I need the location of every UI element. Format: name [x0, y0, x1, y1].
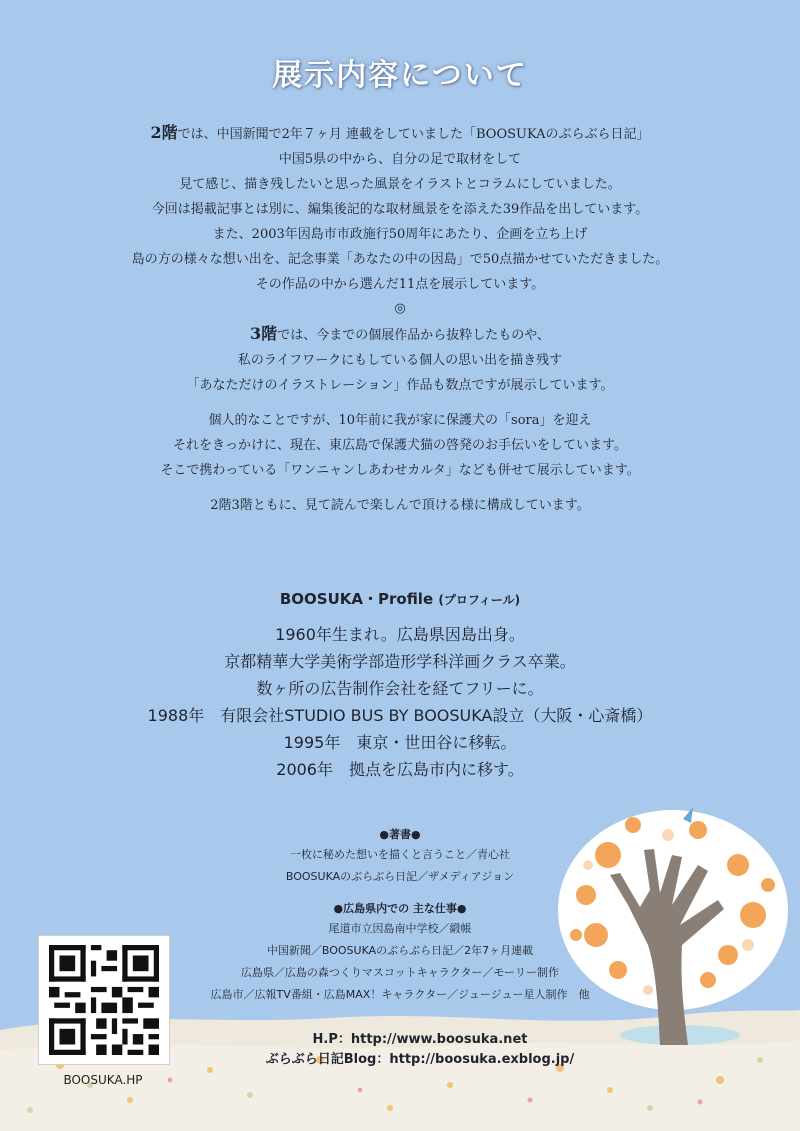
exhibition-description: [0, 120, 800, 518]
intro-line-5: また、2003年因島市市政施行50周年にあたり、企画を立ち上げ: [212, 227, 588, 242]
intro-line-8: 3階では、今までの個展作品から抜粋したものや、: [250, 324, 550, 343]
work-item: 広島市／広報TV番組・広島MAX！キャラクター／ジュージュー星人制作 他: [210, 988, 590, 1001]
blog-link[interactable]: ぶらぶら日記Blog：http://boosuka.exblog.jp/: [265, 1052, 575, 1067]
qr-code-icon: [49, 945, 159, 1055]
qr-code[interactable]: [38, 935, 170, 1065]
profile-line: 数ヶ所の広告制作会社を経てフリーに。: [256, 679, 544, 698]
intro-line-11: 個人的なことですが、10年前に我が家に保護犬の「sora」を迎え: [208, 413, 592, 428]
book-item: 一枚に秘めた想いを描くと言うこと／青心社: [290, 848, 510, 861]
profile-section: [0, 588, 800, 783]
intro-line-1: 2階では、中国新聞で2年７ヶ月 連載をしていました「BOOSUKAのぶらぶら日記」: [150, 123, 650, 142]
qr-label: BOOSUKA.HP: [63, 1073, 143, 1087]
separator-mark: ◎: [394, 301, 406, 316]
profile-line: 1988年 有限会社STUDIO BUS BY BOOSUKA設立（大阪・心斎橋）: [147, 706, 653, 725]
intro-line-2: 中国5県の中から、自分の足で取材をして: [278, 152, 522, 167]
profile-line: 1995年 東京・世田谷に移転。: [283, 733, 517, 752]
intro-line-6: 島の方の様々な想い出を、記念事業「あなたの中の因島」で50点描かせていただきました。: [131, 252, 669, 267]
intro-line-9: 私のライフワークにもしている個人の思い出を描き残す: [237, 353, 563, 368]
books-heading: ●著書●: [379, 828, 421, 841]
page-title: 展示内容について: [272, 58, 528, 93]
profile-line: 2006年 拠点を広島市内に移す。: [276, 760, 524, 779]
intro-line-10: 「あなただけのイラストレーション」作品も数点ですが展示しています。: [186, 378, 614, 393]
work-item: 尾道市立因島南中学校／緞帳: [328, 922, 472, 935]
links-section: [150, 1030, 690, 1070]
profile-heading: BOOSUKA・Profile (プロフィール): [279, 590, 521, 608]
homepage-link[interactable]: H.P：http://www.boosuka.net: [312, 1032, 528, 1047]
work-item: 広島県／広島の森つくりマスコットキャラクター／モーリー制作: [240, 966, 560, 979]
intro-line-4: 今回は掲載記事とは別に、編集後記的な取材風景をを添えた39作品を出しています。: [151, 202, 649, 217]
intro-line-3: 見て感じ、描き残したいと思った風景をイラストとコラムにしていました。: [179, 177, 621, 192]
intro-line-7: その作品の中から選んだ11点を展示しています。: [255, 277, 545, 292]
work-item: 中国新聞／BOOSUKAのぶらぶら日記／2年7ヶ月連載: [266, 944, 534, 957]
profile-line: 1960年生まれ。広島県因島出身。: [275, 625, 525, 644]
profile-line: 京都精華大学美術学部造形学科洋画クラス卒業。: [224, 652, 576, 671]
intro-line-14: 2階3階ともに、見て読んで楽しんで頂ける様に構成しています。: [210, 498, 590, 513]
intro-line-12: それをきっかけに、現在、東広島で保護犬猫の啓発のお手伝いをしています。: [173, 438, 627, 453]
works-heading: ●広島県内での 主な仕事●: [333, 902, 467, 915]
works-section: [140, 822, 660, 1006]
book-item: BOOSUKAのぶらぶら日記／ザメディアジョン: [285, 870, 515, 883]
intro-line-13: そこで携わっている「ワンニャンしあわせカルタ」なども併せて展示しています。: [160, 463, 640, 478]
